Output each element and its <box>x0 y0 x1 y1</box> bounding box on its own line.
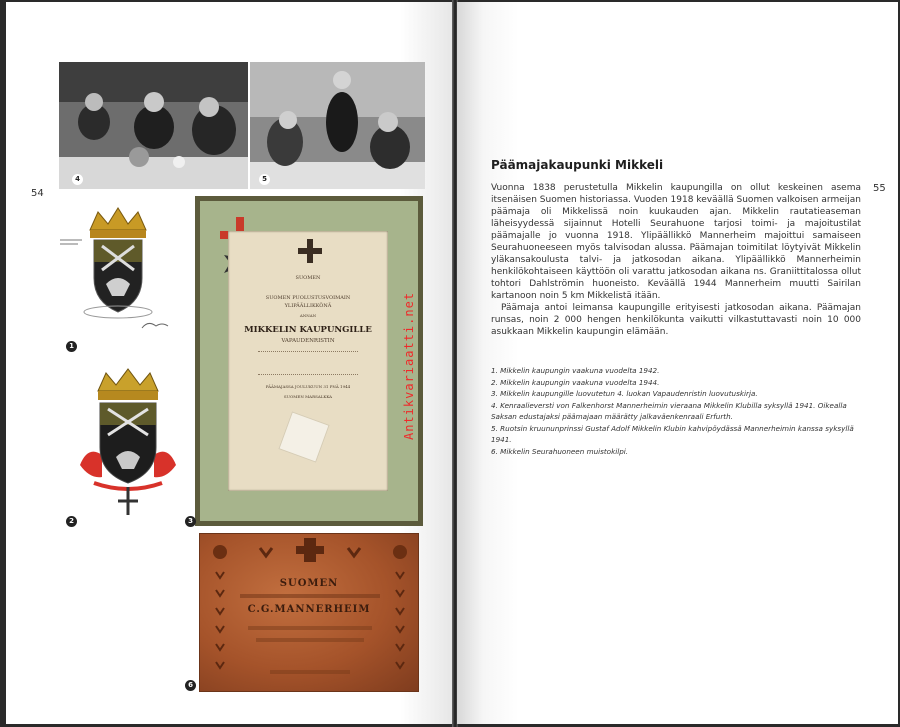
page-number-right: 55 <box>873 183 886 194</box>
photo-5-crown-prince <box>250 62 425 189</box>
diploma-mat <box>200 201 418 521</box>
badge-2: 2 <box>66 516 77 527</box>
diploma-seal <box>278 411 329 462</box>
photo-4-falkenhorst <box>59 62 248 189</box>
article-heading: Päämajakaupunki Mikkeli <box>491 158 664 172</box>
diploma-line-8: SUOMEN MARSALKKA <box>283 394 333 399</box>
coat-of-arms-1942 <box>58 200 178 330</box>
article-body <box>491 182 861 338</box>
diploma-line-6: VAPAUDENRISTIN <box>281 338 335 344</box>
caption-item: 1. Mikkelin kaupungin vaakuna vuodelta 1942. <box>491 366 660 375</box>
article-paragraph-1: Vuonna 1838 perustetulla Mikkelin kaupungilla on ollut keskeinen asema itsenäisen Suomen historiassa. Vuoden 1918 keväällä Suomen valkoisen armeijan päämaja oli Mikkelissä noin kuukauden ajan. Mikkelin rautatieaseman läheisyydessä sijainnut Hotelli Seurahuone tarjosi toimi- ja majoitustilat päämajalle jo vuonna 1918. Ylipäällikkö Mannerheim majoittui samaiseen Seurahuoneeseen myös talvisodan alussa. Päämajan toimitilat löytyivät Mikkelin yläkansakoulusta talvi- ja jatkosodan aikana. Ylipäällikkö Mannerheimin henkilökohtaiseen käyttöön oli varattu jatkosodan aikana ns. Graniittitalossa ollut tohtori Dahlströmin huoneisto. Keväällä 1944 Mannerheim muutti Sairilan kartanoon noin 5 km Mikkelistä itään. <box>491 183 861 301</box>
badge-4: 4 <box>72 174 83 185</box>
caption-item: 2. Mikkelin kaupungin vaakuna vuodelta 1944. <box>491 377 660 387</box>
memorial-plaque <box>199 533 419 692</box>
watermark-text: Antikvariaatti.net <box>402 291 416 440</box>
badge-1: 1 <box>66 341 77 352</box>
article-paragraph-2: Päämaja antoi leimansa kaupungille erityisesti jatkosodan aikana. Päämajan runsas, noin 2 000 hengen henkilökunta vaikutti vilkastuttavasti noin 10 000 asukkaan Mikkelin kaupungin elämään. <box>491 303 861 337</box>
badge-3: 3 <box>185 516 196 527</box>
caption-item: 3. Mikkelin kaupungille luovutetun 4. luokan Vapaudenristin luovutuskirja. <box>491 389 758 398</box>
badge-6: 6 <box>185 680 196 691</box>
page-number-left: 54 <box>31 188 44 199</box>
cross-emblem-icon <box>298 239 322 263</box>
coat-of-arms-1944 <box>76 365 180 525</box>
caption-item: 5. Ruotsin kruununprinssi Gustaf Adolf Mikkelin Klubin kahvipöydässä Mannerheimin kanssa syksyllä 1941. <box>491 423 854 444</box>
diploma-document <box>228 231 388 491</box>
diploma-fine-print <box>258 351 358 375</box>
plaque-line-1: SUOMEN <box>279 578 339 589</box>
diploma-line-3: YLIPÄÄLLIKKÖNÄ <box>284 303 332 309</box>
diploma-line-1: SUOMEN <box>295 275 321 281</box>
diploma-line-5: MIKKELIN KAUPUNGILLE <box>244 325 372 335</box>
right-page <box>457 2 898 724</box>
caption-item: 6. Mikkelin Seurahuoneen muistokilpi. <box>491 446 629 456</box>
badge-5: 5 <box>259 174 270 185</box>
diploma-frame <box>195 196 423 526</box>
caption-list <box>491 365 861 457</box>
diploma-line-4: ANNAN <box>299 313 317 318</box>
plaque-line-2: C.G.MANNERHEIM <box>247 604 371 615</box>
diploma-line-2: SUOMEN PUOLUSTUSVOIMAIN <box>265 295 351 301</box>
diploma-line-7: PÄÄMAJASSA JOULUKUUN 31 PNÄ 1944 <box>265 384 351 389</box>
caption-item: 4. Kenraalieversti von Falkenhorst Mannerheimin vieraana Mikkelin Klubilla syksyllä 1941. Oikealla Saksan edustajaksi päämajaan määrätty jalkaväenkenraali Erfurth. <box>491 400 847 421</box>
